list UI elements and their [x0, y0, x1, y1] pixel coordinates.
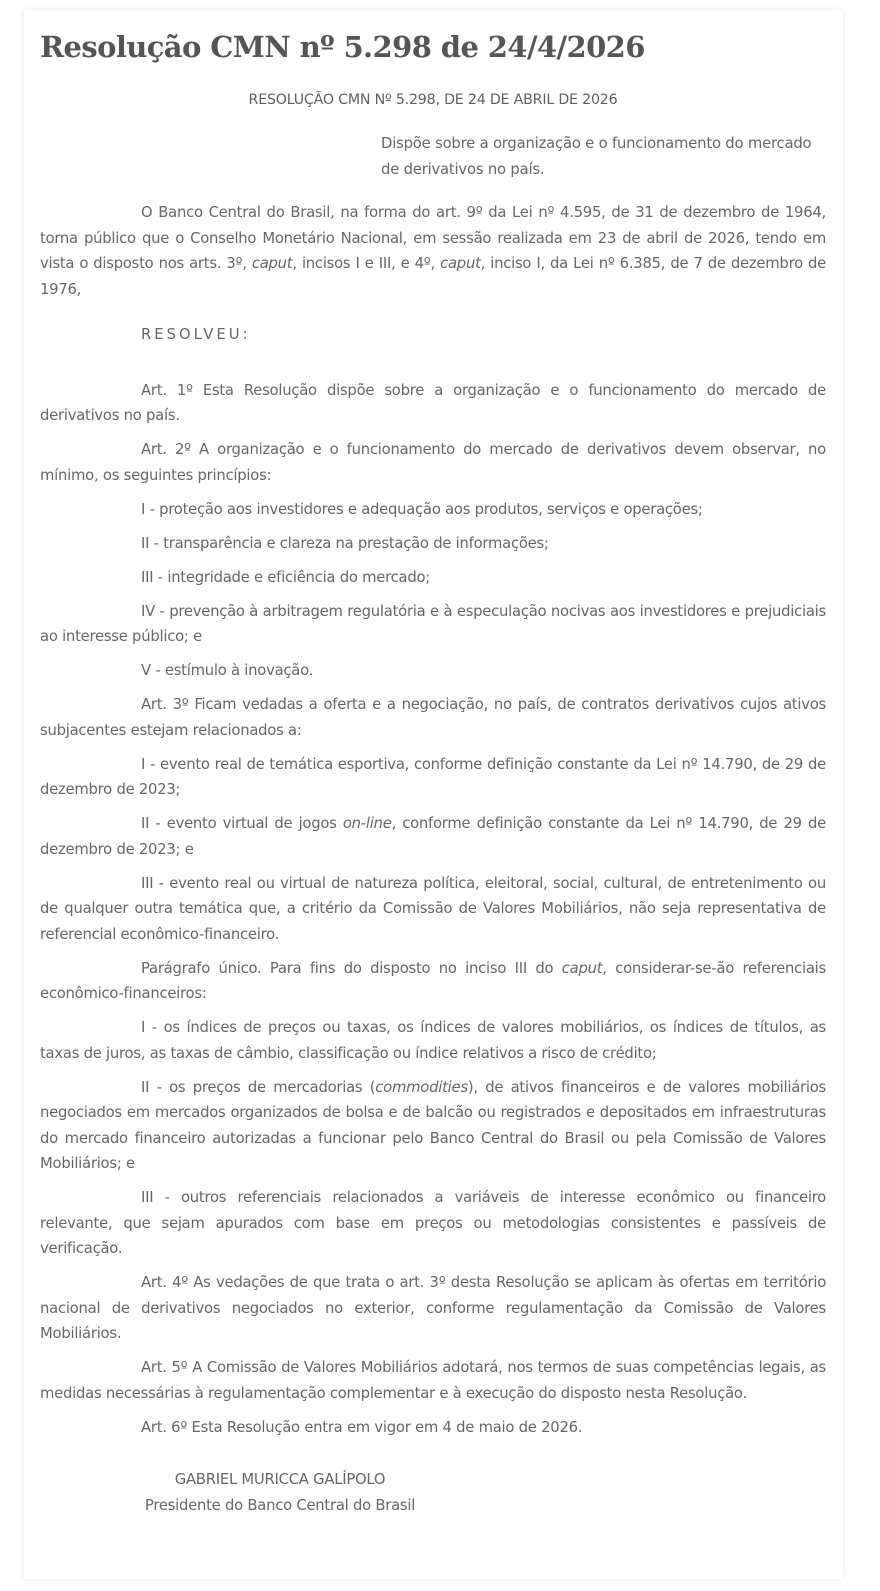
preamble-text: , inciso I, da Lei nº 6.385, de 7 de dezembro de 1976, [40, 255, 826, 298]
paragrafo-italic: caput [561, 959, 603, 977]
signatory-role: Presidente do Banco Central do Brasil [144, 1496, 416, 1514]
document-body [40, 200, 826, 1449]
paragrafo-inciso-1: I - os índices de preços ou taxas, os índices de valores mobiliários, os índices de títulos, as taxas de juros, as taxas de câmbio, classificação ou índice relativos a risco de crédito; [40, 1019, 826, 1062]
inciso-text: , conforme definição constante da Lei nº 14.790, de 29 de dezembro de 2023; e [40, 815, 826, 858]
resolution-heading: RESOLUÇÃO CMN Nº 5.298, DE 24 DE ABRIL DE 2026 [248, 92, 618, 108]
article-1: Art. 1º Esta Resolução dispõe sobre a organização e o funcionamento do mercado de derivativos no país. [40, 381, 826, 424]
article-3-inciso-2 [40, 811, 826, 862]
signature-block [140, 1467, 420, 1518]
paragrafo-text: , considerar-se-ão referenciais econômico-financeiros: [40, 959, 826, 1002]
article-2-inciso-2: II - transparência e clareza na prestação de informações; [141, 534, 549, 552]
article-3-paragrafo-unico [40, 956, 826, 1007]
ementa: Dispõe sobre a organização e o funcionamento do mercado de derivativos no país. [381, 135, 812, 178]
page-title: Resolução CMN nº 5.298 de 24/4/2026 [40, 30, 645, 64]
inciso-text: ), de ativos financeiros e de valores mobiliários negociados em mercados organizados de bolsa e de balcão ou registrados e depositados em infraestruturas do mercado financeiro autorizadas a funcionar pelo Banco Central do Brasil ou pela Comissão de Valores Mobiliários; e [40, 1078, 826, 1172]
article-3-inciso-1: I - evento real de temática esportiva, conforme definição constante da Lei nº 14.790, de 29 de dezembro de 2023; [40, 755, 826, 798]
article-2-caput: Art. 2º A organização e o funcionamento do mercado de derivativos devem observar, no mínimo, os seguintes princípios: [40, 441, 826, 484]
article-2-inciso-1: I - proteção aos investidores e adequação aos produtos, serviços e operações; [141, 500, 703, 518]
signatory-name: GABRIEL MURICCA GALÍPOLO [174, 1471, 386, 1488]
article-3-caput: Art. 3º Ficam vedadas a oferta e a negociação, no país, de contratos derivativos cujos ativos subjacentes estejam relacionados a: [40, 696, 826, 739]
inciso-text: II - os preços de mercadorias ( [141, 1078, 376, 1096]
paragrafo-text: Parágrafo único. Para fins do disposto no inciso III do [141, 959, 562, 977]
resolveu-heading: RESOLVEU: [141, 326, 251, 343]
preamble [40, 200, 826, 302]
inciso-italic: on-line [342, 815, 392, 832]
article-3-inciso-3: III - evento real ou virtual de natureza política, eleitoral, social, cultural, de entretenimento ou de qualquer outra temática que, a critério da Comissão de Valores Mobiliários, não seja representativa de referencial econômico-financeiro. [40, 874, 826, 943]
article-5: Art. 5º A Comissão de Valores Mobiliários adotará, nos termos de suas competências legais, as medidas necessárias à regulamentação complementar e à execução do disposto nesta Resolução. [40, 1359, 826, 1402]
preamble-text: , incisos I e III, e 4º, [292, 255, 441, 272]
article-6: Art. 6º Esta Resolução entra em vigor em 4 de maio de 2026. [141, 1418, 583, 1436]
preamble-italic: caput [440, 255, 481, 272]
article-2-inciso-4: IV - prevenção à arbitragem regulatória e à especulação nocivas aos investidores e prejudiciais ao interesse público; e [40, 602, 826, 645]
inciso-text: II - evento virtual de jogos [141, 815, 343, 832]
inciso-italic: commodities [375, 1078, 468, 1096]
article-2-inciso-3: III - integridade e eficiência do mercado; [141, 568, 431, 586]
article-4: Art. 4º As vedações de que trata o art. 3º desta Resolução se aplicam às ofertas em território nacional de derivativos negociados no exterior, conforme regulamentação da Comissão de Valores Mobiliários. [40, 1274, 826, 1342]
preamble-italic: caput [251, 255, 293, 272]
preamble-text: O Banco Central do Brasil, na forma do art. 9º da Lei nº 4.595, de 31 de dezembro de 1964, torna público que o Conselho Monetário Nacional, em sessão realizada em 23 de abril de 2026, tendo em vista o disposto nos arts. 3º, [40, 204, 826, 272]
paragrafo-inciso-3: III - outros referenciais relacionados a variáveis de interesse econômico ou financeiro relevante, que sejam apurados com base em preços ou metodologias consistentes e passíveis de verificação. [40, 1189, 826, 1257]
paragrafo-inciso-2 [40, 1075, 826, 1177]
article-2-inciso-5: V - estímulo à inovação. [141, 662, 314, 679]
